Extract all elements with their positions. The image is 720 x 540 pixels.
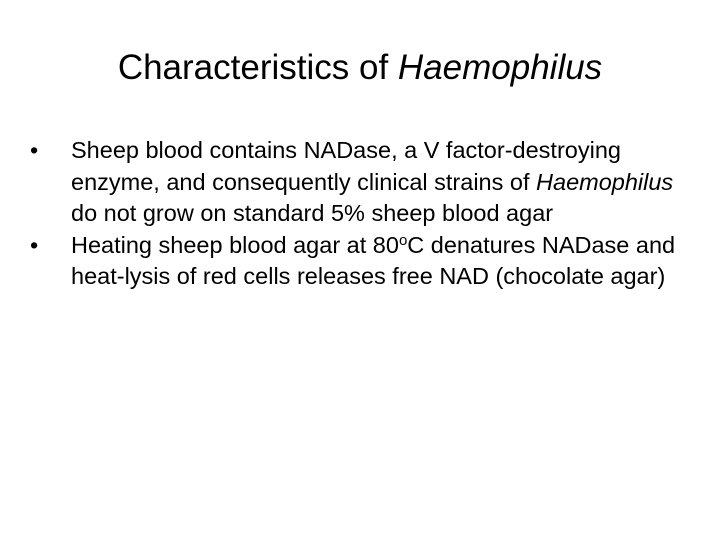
slide-title-text: Characteristics of <box>117 48 398 87</box>
bullet-text-part: C denatures NADase and heat-lysis of red cells releases free NAD (chocolate agar) <box>71 231 676 289</box>
degree-superscript: o <box>398 231 408 249</box>
bullet-genus: Haemophilus <box>536 168 674 195</box>
bullet-item-nadase <box>30 135 680 230</box>
slide-title-genus: Haemophilus <box>397 48 603 87</box>
bullet-marker: • <box>30 231 39 258</box>
bullet-marker: • <box>30 137 39 163</box>
bullet-text-part: Heating sheep blood agar at 80 <box>71 231 399 258</box>
bullet-text-part: do not grow on standard 5% sheep blood agar <box>71 200 554 226</box>
bullet-text <box>71 137 673 226</box>
bullet-text <box>71 232 675 290</box>
bullet-item-heating <box>30 230 680 293</box>
bullet-text-part: Sheep blood contains NADase, a V factor-destroying enzyme, and consequently clinical strains of <box>71 137 621 195</box>
slide-title <box>0 44 720 92</box>
bullet-list <box>30 135 680 293</box>
